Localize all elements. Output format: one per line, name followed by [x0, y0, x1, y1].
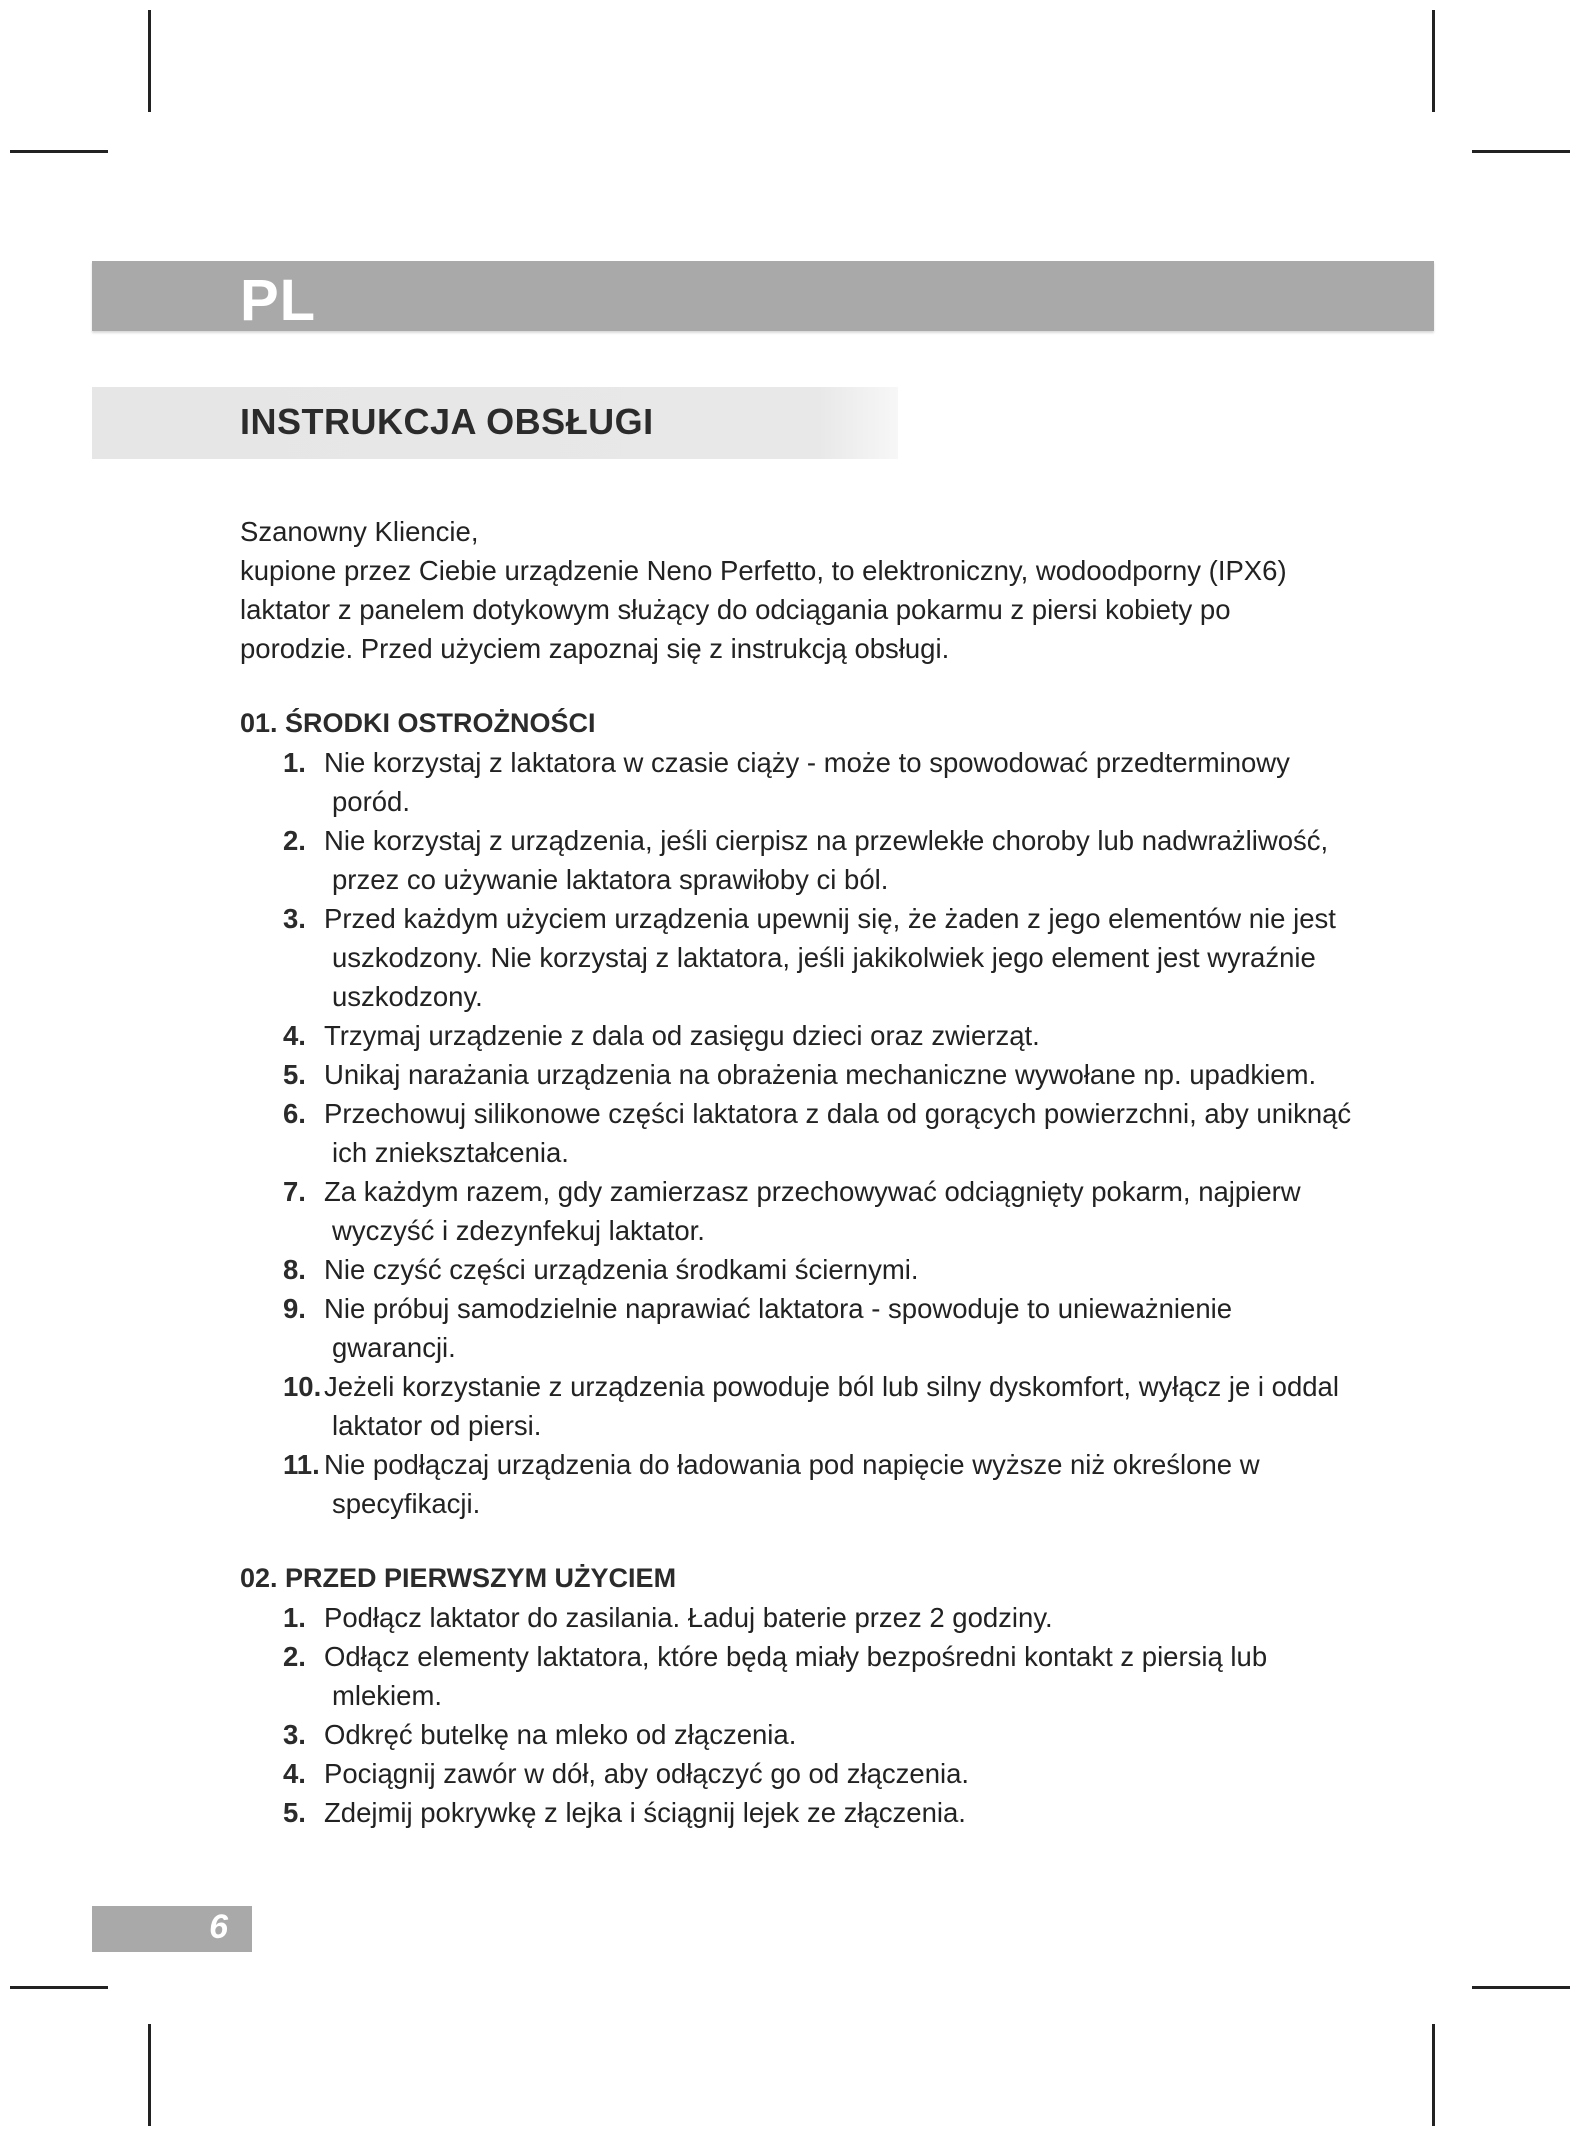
crop-mark-bottom-right-horizontal	[1472, 1986, 1570, 1989]
item-text: Nie próbuj samodzielnie naprawiać laktatora - spowoduje to unieważnienie gwarancji.	[324, 1293, 1233, 1363]
crop-mark-top-right-horizontal	[1472, 150, 1570, 153]
first-use-list	[240, 1598, 1360, 1832]
item-number: 6.	[283, 1098, 306, 1129]
list-item	[240, 1715, 1360, 1754]
item-text: Jeżeli korzystanie z urządzenia powoduje ból lub silny dyskomfort, wyłącz je i oddal laktator od piersi.	[324, 1371, 1339, 1441]
crop-mark-bottom-right-vertical	[1432, 2024, 1435, 2126]
item-text: Za każdym razem, gdy zamierzasz przechowywać odciągnięty pokarm, najpierw wyczyść i zdezynfekuj laktator.	[324, 1176, 1301, 1246]
item-text: Nie podłączaj urządzenia do ładowania pod napięcie wyższe niż określone w specyfikacji.	[324, 1449, 1260, 1519]
list-item	[240, 1289, 1360, 1367]
list-item	[240, 1055, 1360, 1094]
item-text: Pociągnij zawór w dół, aby odłączyć go od złączenia.	[324, 1758, 970, 1789]
language-code: PL	[240, 268, 317, 333]
list-item	[240, 1016, 1360, 1055]
section-heading: 01. ŚRODKI OSTROŻNOŚCI	[240, 708, 596, 738]
crop-mark-top-left-vertical	[148, 10, 151, 112]
item-number: 11.	[283, 1449, 320, 1480]
item-text: Odłącz elementy laktatora, które będą miały bezpośredni kontakt z piersią lub mlekiem.	[324, 1641, 1268, 1711]
item-number: 3.	[283, 903, 306, 934]
list-item	[240, 821, 1360, 899]
language-header-bar	[92, 261, 1434, 331]
list-item	[240, 743, 1360, 821]
list-item	[240, 1094, 1360, 1172]
section-precautions	[240, 704, 1360, 1523]
intro	[240, 512, 1360, 668]
item-number: 5.	[283, 1059, 306, 1090]
item-text: Odkręć butelkę na mleko od złączenia.	[324, 1719, 797, 1750]
list-item	[240, 1445, 1360, 1523]
document-body	[240, 512, 1360, 1832]
item-number: 9.	[283, 1293, 306, 1324]
item-number: 8.	[283, 1254, 306, 1285]
item-text: Nie korzystaj z laktatora w czasie ciąży - może to spowodować przedterminowy poród.	[324, 747, 1290, 817]
list-item	[240, 1250, 1360, 1289]
intro-paragraph: kupione przez Ciebie urządzenie Neno Perfetto, to elektroniczny, wodoodporny (IPX6) laktator z panelem dotykowym służący do odciągania pokarmu z piersi kobiety po porodzie. Przed użyciem zapoznaj się z instrukcją obsługi.	[240, 555, 1287, 664]
page-number: 6	[209, 1908, 228, 1946]
title-bar	[92, 387, 898, 459]
list-item	[240, 899, 1360, 1016]
greeting: Szanowny Kliencie,	[240, 516, 479, 547]
item-number: 2.	[283, 825, 306, 856]
crop-mark-top-left-horizontal	[10, 150, 108, 153]
item-number: 4.	[283, 1758, 306, 1789]
item-text: Podłącz laktator do zasilania. Ładuj baterie przez 2 godziny.	[324, 1602, 1053, 1633]
item-text: Przed każdym użyciem urządzenia upewnij się, że żaden z jego elementów nie jest uszkodzony. Nie korzystaj z laktatora, jeśli jakikolwiek jego element jest wyraźnie uszkodzony.	[324, 903, 1336, 1012]
item-number: 10.	[283, 1371, 322, 1402]
item-number: 7.	[283, 1176, 306, 1207]
item-text: Nie czyść części urządzenia środkami ściernymi.	[324, 1254, 919, 1285]
item-text: Zdejmij pokrywkę z lejka i ściągnij lejek ze złączenia.	[324, 1797, 966, 1828]
list-item	[240, 1637, 1360, 1715]
list-item	[240, 1793, 1360, 1832]
crop-mark-bottom-left-vertical	[148, 2024, 151, 2126]
item-number: 5.	[283, 1797, 306, 1828]
list-item	[240, 1172, 1360, 1250]
page-number-tab	[92, 1906, 252, 1952]
item-number: 1.	[283, 747, 306, 778]
section-heading: 02. PRZED PIERWSZYM UŻYCIEM	[240, 1563, 677, 1593]
crop-mark-bottom-left-horizontal	[10, 1986, 108, 1989]
list-item	[240, 1598, 1360, 1637]
item-text: Unikaj narażania urządzenia na obrażenia mechaniczne wywołane np. upadkiem.	[324, 1059, 1317, 1090]
list-item	[240, 1754, 1360, 1793]
section-before-first-use	[240, 1559, 1360, 1832]
item-text: Nie korzystaj z urządzenia, jeśli cierpisz na przewlekłe choroby lub nadwrażliwość, przez co używanie laktatora sprawiłoby ci ból.	[324, 825, 1329, 895]
item-number: 4.	[283, 1020, 306, 1051]
item-text: Trzymaj urządzenie z dala od zasięgu dzieci oraz zwierząt.	[324, 1020, 1040, 1051]
item-number: 1.	[283, 1602, 306, 1633]
list-item	[240, 1367, 1360, 1445]
precautions-list	[240, 743, 1360, 1523]
item-number: 2.	[283, 1641, 306, 1672]
item-number: 3.	[283, 1719, 306, 1750]
crop-mark-top-right-vertical	[1432, 10, 1435, 112]
item-text: Przechowuj silikonowe części laktatora z dala od gorących powierzchni, aby uniknąć ich zniekształcenia.	[324, 1098, 1352, 1168]
page-title: INSTRUKCJA OBSŁUGI	[240, 401, 654, 442]
